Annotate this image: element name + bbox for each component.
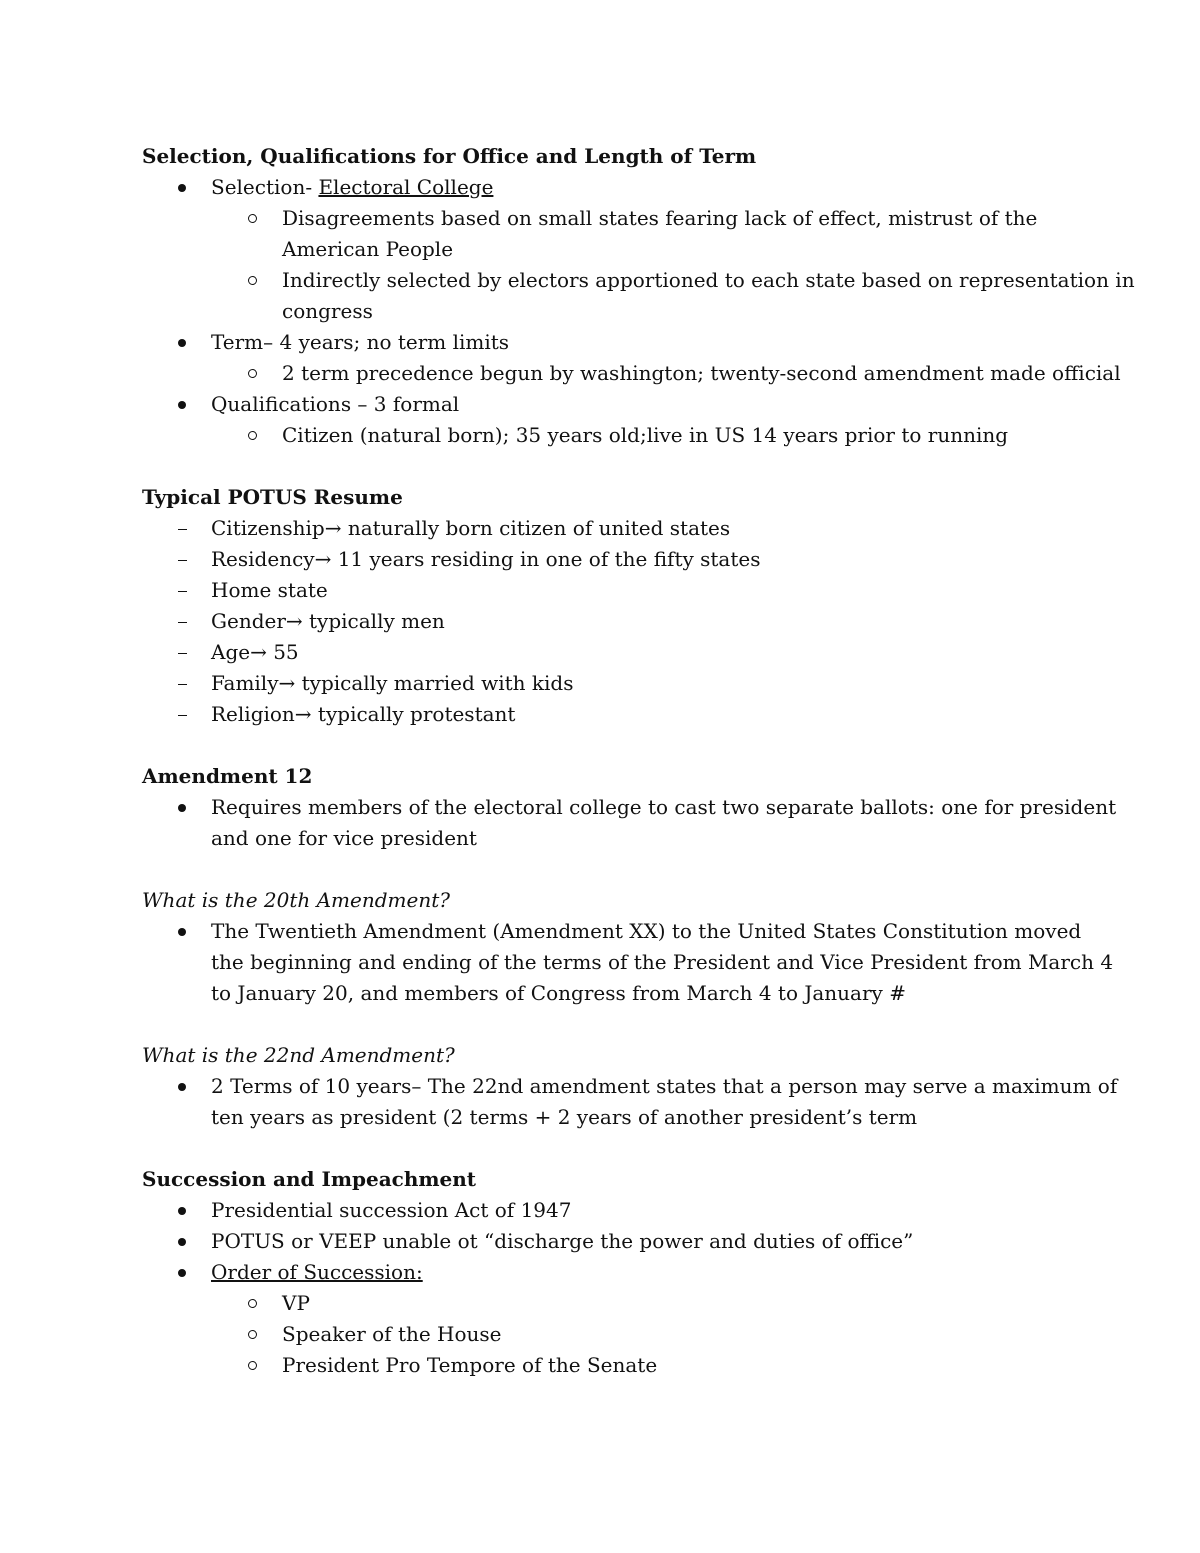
- notes-content: [142, 141, 1135, 1381]
- list-item: [142, 389, 1102, 420]
- item-text: POTUS or VEEP unable ot “discharge the power and duties of office”: [211, 1229, 914, 1253]
- circle-bullet-icon: [248, 265, 257, 296]
- spacer: [142, 854, 1102, 885]
- list-item: [142, 172, 1102, 203]
- bullet-icon: [178, 792, 186, 823]
- dash-icon: [178, 575, 187, 606]
- item-text: 2 term precedence begun by washington; twenty-second amendment made official: [282, 361, 1121, 385]
- circle-bullet-icon: [248, 358, 257, 389]
- list-item: [142, 1195, 1102, 1226]
- item-text-continued: American People: [282, 237, 454, 261]
- item-text: Citizen (natural born); 35 years old;live in US 14 years prior to running: [282, 423, 1009, 447]
- section-heading-amendment-12: Amendment 12: [142, 764, 313, 788]
- bullet-icon: [178, 327, 186, 358]
- item-text: Home state: [211, 578, 328, 602]
- item-text: Presidential succession Act of 1947: [211, 1198, 572, 1222]
- circle-bullet-icon: [248, 1350, 257, 1381]
- item-text: President Pro Tempore of the Senate: [282, 1353, 658, 1377]
- item-text: Term– 4 years; no term limits: [211, 330, 510, 354]
- spacer: [142, 1133, 1102, 1164]
- bullet-icon: [178, 916, 186, 947]
- list-item: [142, 327, 1102, 358]
- dash-icon: [178, 668, 187, 699]
- item-text: Qualifications – 3 formal: [211, 392, 460, 416]
- sub-list-item: [142, 265, 1135, 296]
- item-text-continued: ten years as president (2 terms + 2 years of another president’s term: [211, 1105, 918, 1129]
- sub-list-item: [142, 1319, 1102, 1350]
- bullet-icon: [178, 1195, 186, 1226]
- item-text-continued: congress: [282, 299, 373, 323]
- section-heading-selection: Selection, Qualifications for Office and Length of Term: [142, 144, 757, 168]
- bullet-icon: [178, 1226, 186, 1257]
- item-text: Family→ typically married with kids: [211, 671, 574, 695]
- circle-bullet-icon: [248, 420, 257, 451]
- list-item: [142, 513, 1102, 544]
- item-text: VP: [282, 1291, 310, 1315]
- bullet-icon: [178, 172, 186, 203]
- item-text-continued: to January 20, and members of Congress from March 4 to January #: [211, 981, 906, 1005]
- sub-list-item: [142, 420, 1102, 451]
- list-item: [142, 637, 1102, 668]
- item-text: Requires members of the electoral college to cast two separate ballots: one for president: [211, 795, 1117, 819]
- section-heading-succession: Succession and Impeachment: [142, 1167, 477, 1191]
- item-text: Gender→ typically men: [211, 609, 445, 633]
- item-text: Speaker of the House: [282, 1322, 502, 1346]
- spacer: [142, 730, 1102, 761]
- item-text: The Twentieth Amendment (Amendment XX) to the United States Constitution moved: [211, 919, 1082, 943]
- bullet-icon: [178, 389, 186, 420]
- item-text-continued: the beginning and ending of the terms of the President and Vice President from March 4: [211, 950, 1114, 974]
- list-item: [142, 606, 1102, 637]
- order-of-succession-text: Order of Succession:: [211, 1260, 423, 1284]
- item-text: Citizenship→ naturally born citizen of united states: [211, 516, 731, 540]
- sub-list-item: [142, 358, 1121, 389]
- list-item: [142, 544, 1102, 575]
- list-item: [142, 792, 1117, 823]
- item-text: Age→ 55: [211, 640, 299, 664]
- electoral-college-text: Electoral College: [318, 175, 494, 199]
- section-heading-20th-amendment: What is the 20th Amendment?: [142, 888, 450, 912]
- item-text-continued: and one for vice president: [211, 826, 477, 850]
- list-item: [142, 916, 1102, 947]
- list-item: [142, 699, 1102, 730]
- list-item: [142, 1257, 1102, 1288]
- circle-bullet-icon: [248, 1319, 257, 1350]
- item-text: Selection-: [211, 175, 319, 199]
- item-text: 2 Terms of 10 years– The 22nd amendment states that a person may serve a maximum of: [211, 1074, 1118, 1098]
- circle-bullet-icon: [248, 1288, 257, 1319]
- circle-bullet-icon: [248, 203, 257, 234]
- section-heading-resume: Typical POTUS Resume: [142, 485, 403, 509]
- list-item: [142, 1226, 1102, 1257]
- list-item: [142, 668, 1102, 699]
- item-text: Residency→ 11 years residing in one of the fifty states: [211, 547, 761, 571]
- list-item: [142, 575, 1102, 606]
- dash-icon: [178, 637, 187, 668]
- item-text: Indirectly selected by electors apportioned to each state based on representation in: [282, 268, 1135, 292]
- spacer: [142, 1009, 1102, 1040]
- sub-list-item: [142, 203, 1102, 234]
- bullet-icon: [178, 1071, 186, 1102]
- item-text: Religion→ typically protestant: [211, 702, 516, 726]
- sub-list-item: [142, 1350, 1102, 1381]
- bullet-icon: [178, 1257, 186, 1288]
- section-heading-22nd-amendment: What is the 22nd Amendment?: [142, 1043, 455, 1067]
- dash-icon: [178, 606, 187, 637]
- dash-icon: [178, 544, 187, 575]
- item-text: Disagreements based on small states fearing lack of effect, mistrust of the: [282, 206, 1038, 230]
- dash-icon: [178, 699, 187, 730]
- dash-icon: [178, 513, 187, 544]
- spacer: [142, 451, 1102, 482]
- list-item: [142, 1071, 1118, 1102]
- sub-list-item: [142, 1288, 1102, 1319]
